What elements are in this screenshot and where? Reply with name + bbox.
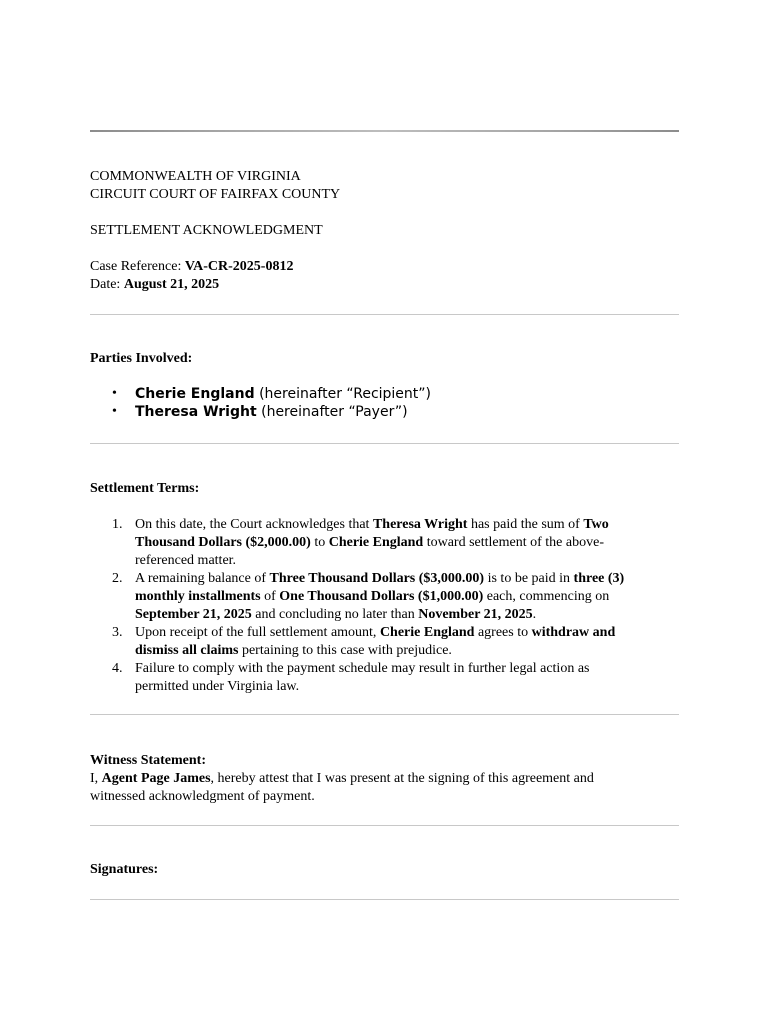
list-item: 2. A remaining balance of Three Thousand Dollars ($3,000.00) is to be paid in three (3) monthly installments of One Thousand Dollars ($1,000.00) each, commencing on September 21, 2025 and concluding no later than November 21, 2025. bbox=[112, 571, 625, 622]
item-number: 1. bbox=[112, 517, 123, 532]
party-role: (hereinafter “Recipient”) bbox=[259, 386, 431, 402]
signatures-heading: Signatures: bbox=[90, 862, 159, 877]
top-divider bbox=[90, 130, 679, 132]
witness-statement: Witness Statement: I, Agent Page James, hereby attest that I was present at the signing of this agreement and witnessed acknowledgment of payment. bbox=[90, 752, 679, 806]
list-item bbox=[90, 403, 679, 421]
list-item: 3. Upon receipt of the full settlement amount, Cherie England agrees to withdraw and dismiss all claims pertaining to this case with prejudice. bbox=[112, 625, 616, 658]
court-name-line: CIRCUIT COURT OF FAIRFAX COUNTY bbox=[90, 187, 341, 202]
bullet-icon: • bbox=[112, 386, 117, 401]
terms-list bbox=[90, 516, 679, 696]
section-divider bbox=[90, 714, 679, 715]
list-item: 1. On this date, the Court acknowledges that Theresa Wright has paid the sum of Two Thousand Dollars ($2,000.00) to Cherie England toward settlement of the above- referenced matter. bbox=[112, 517, 609, 568]
list-item: 4. Failure to comply with the payment schedule may result in further legal action as permitted under Virginia law. bbox=[112, 661, 590, 694]
section-divider bbox=[90, 825, 679, 826]
case-reference-line: Case Reference: VA-CR-2025-0812 bbox=[90, 259, 294, 274]
party-name: Cherie England bbox=[135, 386, 255, 402]
section-divider bbox=[90, 899, 679, 900]
item-number: 4. bbox=[112, 661, 123, 676]
list-item bbox=[90, 385, 679, 403]
date-line: Date: August 21, 2025 bbox=[90, 277, 220, 292]
section-divider bbox=[90, 314, 679, 315]
party-name: Theresa Wright bbox=[135, 404, 257, 420]
section-divider bbox=[90, 443, 679, 444]
bullet-icon: • bbox=[112, 404, 117, 419]
court-header bbox=[90, 168, 679, 204]
parties-heading: Parties Involved: bbox=[90, 351, 193, 366]
item-number: 3. bbox=[112, 625, 123, 640]
terms-heading: Settlement Terms: bbox=[90, 481, 200, 496]
witness-name: Agent Page James bbox=[101, 771, 211, 786]
parties-list bbox=[90, 385, 679, 421]
witness-heading: Witness Statement: bbox=[90, 753, 207, 768]
document-title: SETTLEMENT ACKNOWLEDGMENT bbox=[90, 223, 323, 238]
item-number: 2. bbox=[112, 571, 123, 586]
case-meta bbox=[90, 258, 679, 294]
party-role: (hereinafter “Payer”) bbox=[261, 404, 408, 420]
jurisdiction-line: COMMONWEALTH OF VIRGINIA bbox=[90, 169, 301, 184]
case-reference-value: VA-CR-2025-0812 bbox=[184, 259, 294, 274]
date-value: August 21, 2025 bbox=[123, 277, 220, 292]
